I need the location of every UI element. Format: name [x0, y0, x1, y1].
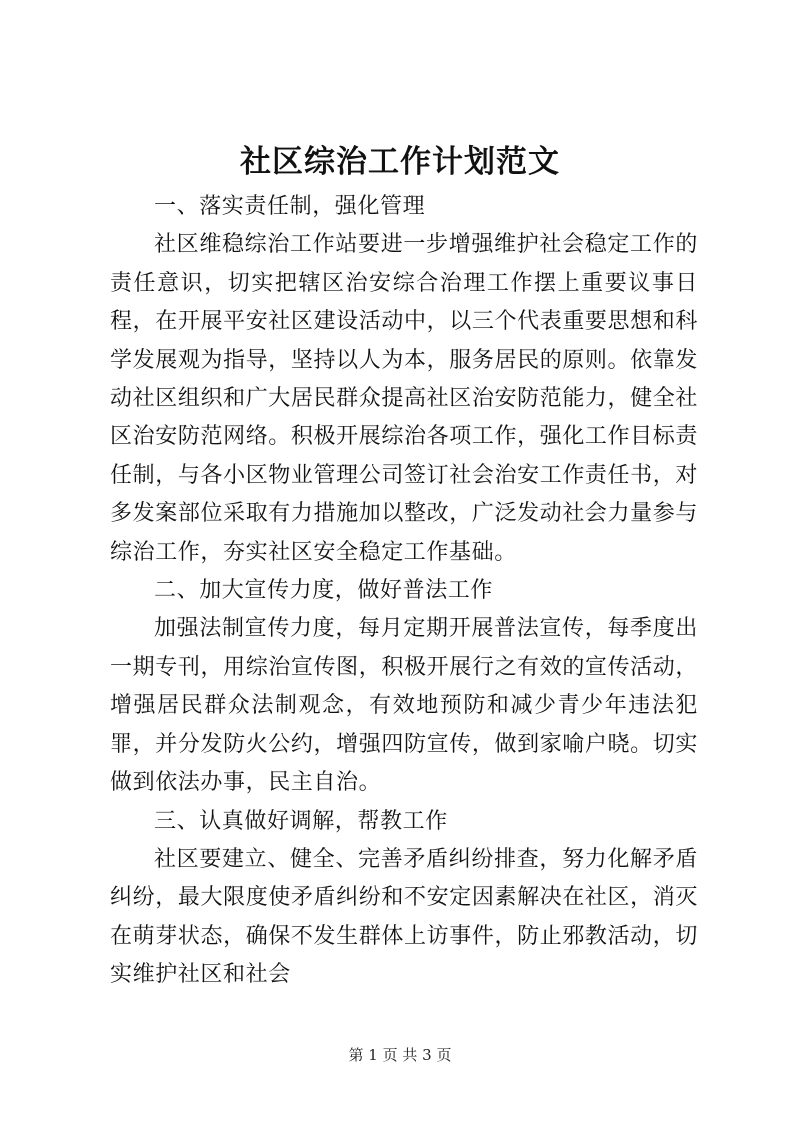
- section-1-heading: 一、落实责任制，强化管理: [154, 194, 426, 219]
- section-1-paragraph: 社区维稳综治工作站要进一步增强维护社会稳定工作的责任意识，切实把辖区治安综合治理工作摆上重要议事日程，在开展平安社区建设活动中，以三个代表重要思想和科学发展观为指导，坚持以人为本，服务居民的原则。依靠发动社区组织和广大居民群众提高社区治安防范能力，健全社区治安防范网络。积极开展综治各项工作，强化工作目标责任制，与各小区物业管理公司签订社会治安工作责任书，对多发案部位采取有力措施加以整改，广泛发动社会力量参与综治工作，夯实社区安全稳定工作基础。: [110, 232, 698, 565]
- section-3-heading: 三、认真做好调解，帮教工作: [154, 808, 448, 834]
- document-body: [110, 188, 698, 995]
- section-2-heading: 二、加大宣传力度，做好普法工作: [154, 578, 494, 604]
- page-footer: 第 1 页 共 3 页: [348, 1046, 452, 1064]
- document-title: 社区综治工作计划范文: [240, 144, 560, 180]
- section-2-paragraph: 加强法制宣传力度，每月定期开展普法宣传，每季度出一期专刊，用综治宣传图，积极开展行之有效的宣传活动，增强居民群众法制观念，有效地预防和减少青少年违法犯罪，并分发防火公约，增强四防宣传，做到家喻户晓。切实做到依法办事，民主自治。: [110, 616, 698, 796]
- section-3-paragraph: 社区要建立、健全、完善矛盾纠纷排查，努力化解矛盾纠纷，最大限度使矛盾纠纷和不安定因素解决在社区，消灭在萌芽状态，确保不发生群体上访事件，防止邪教活动，切实维护社区和社会: [110, 846, 698, 988]
